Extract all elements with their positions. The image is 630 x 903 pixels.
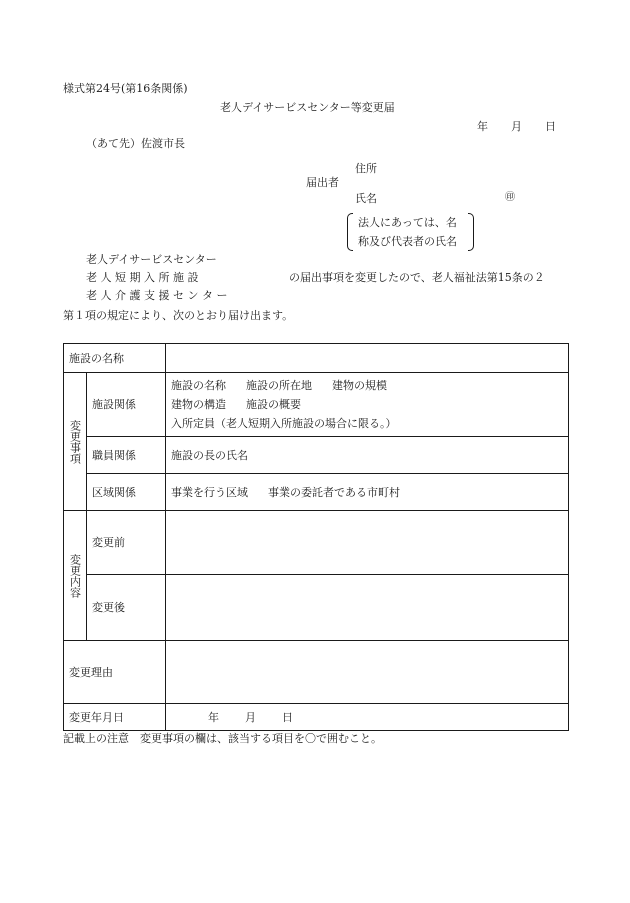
facility-related-label: 施設関係 bbox=[87, 373, 166, 437]
document-title: 老人デイサービスセンター等変更届 bbox=[220, 101, 395, 114]
corp-note-line2: 称及び代表者の氏名 bbox=[358, 235, 457, 248]
change-date-row bbox=[64, 704, 569, 731]
name-label: 氏名 bbox=[355, 192, 377, 205]
form-number: 様式第24号(第16条関係) bbox=[63, 82, 188, 95]
facility-name-row bbox=[64, 344, 569, 373]
area-related-label: 区域関係 bbox=[87, 474, 166, 511]
after-row bbox=[64, 575, 569, 641]
facility-type-1: 老人デイサービスセンター bbox=[86, 253, 217, 266]
addressee: （あて先）佐渡市長 bbox=[86, 137, 185, 150]
area-related-row bbox=[64, 474, 569, 511]
option-capacity[interactable]: 入所定員（老人短期入所施設の場合に限る。） bbox=[171, 417, 397, 430]
option-facility-location[interactable]: 施設の所在地 bbox=[246, 379, 312, 392]
option-service-area[interactable]: 事業を行う区域 bbox=[171, 485, 248, 499]
left-brace bbox=[347, 213, 353, 251]
facility-related-row bbox=[64, 373, 569, 437]
change-items-label: 変更事項 bbox=[64, 373, 87, 511]
staff-related-row bbox=[64, 437, 569, 474]
reason-field[interactable] bbox=[166, 641, 569, 704]
option-facility-overview[interactable]: 施設の概要 bbox=[246, 398, 301, 411]
area-related-options bbox=[166, 474, 569, 511]
body-text-line2: 第１項の規定により、次のとおり届け出ます。 bbox=[63, 309, 294, 322]
change-date-field[interactable] bbox=[166, 704, 569, 731]
option-building-structure[interactable]: 建物の構造 bbox=[171, 398, 226, 411]
date-month: 月 bbox=[511, 120, 522, 133]
option-head-name[interactable]: 施設の長の氏名 bbox=[166, 437, 569, 474]
facility-type-3: 老 人 介 護 支 援 セ ン タ ー bbox=[86, 289, 228, 302]
staff-related-label: 職員関係 bbox=[87, 437, 166, 474]
notifier-label: 届出者 bbox=[306, 176, 339, 189]
option-consigner-municipality[interactable]: 事業の委託者である市町村 bbox=[268, 485, 400, 499]
after-label: 変更後 bbox=[87, 575, 166, 641]
before-label: 変更前 bbox=[87, 511, 166, 575]
reason-label: 変更理由 bbox=[64, 641, 166, 704]
after-field[interactable] bbox=[166, 575, 569, 641]
reason-row bbox=[64, 641, 569, 704]
before-row bbox=[64, 511, 569, 575]
before-field[interactable] bbox=[166, 511, 569, 575]
body-text-line1: の届出事項を変更したので、老人福祉法第15条の２ bbox=[289, 271, 545, 284]
date-day: 日 bbox=[545, 120, 556, 133]
filling-note: 記載上の注意 変更事項の欄は、該当する項目を〇で囲むこと。 bbox=[63, 732, 382, 745]
facility-related-options bbox=[166, 373, 569, 437]
change-content-label: 変更内容 bbox=[64, 511, 87, 641]
change-date-month: 月 bbox=[245, 710, 256, 724]
facility-type-2: 老 人 短 期 入 所 施 設 bbox=[86, 271, 199, 284]
option-building-scale[interactable]: 建物の規模 bbox=[332, 379, 387, 392]
option-facility-name[interactable]: 施設の名称 bbox=[171, 379, 226, 392]
date-year: 年 bbox=[477, 120, 488, 133]
facility-name-label: 施設の名称 bbox=[64, 344, 166, 373]
address-label: 住所 bbox=[355, 162, 377, 175]
change-form-table bbox=[63, 343, 569, 731]
seal-icon: ㊞ bbox=[505, 192, 515, 203]
corp-note-line1: 法人にあっては、名 bbox=[358, 216, 457, 229]
facility-name-field[interactable] bbox=[166, 344, 569, 373]
change-date-year: 年 bbox=[208, 710, 219, 724]
change-date-label: 変更年月日 bbox=[64, 704, 166, 731]
change-date-day: 日 bbox=[282, 710, 293, 724]
right-brace bbox=[468, 213, 474, 251]
